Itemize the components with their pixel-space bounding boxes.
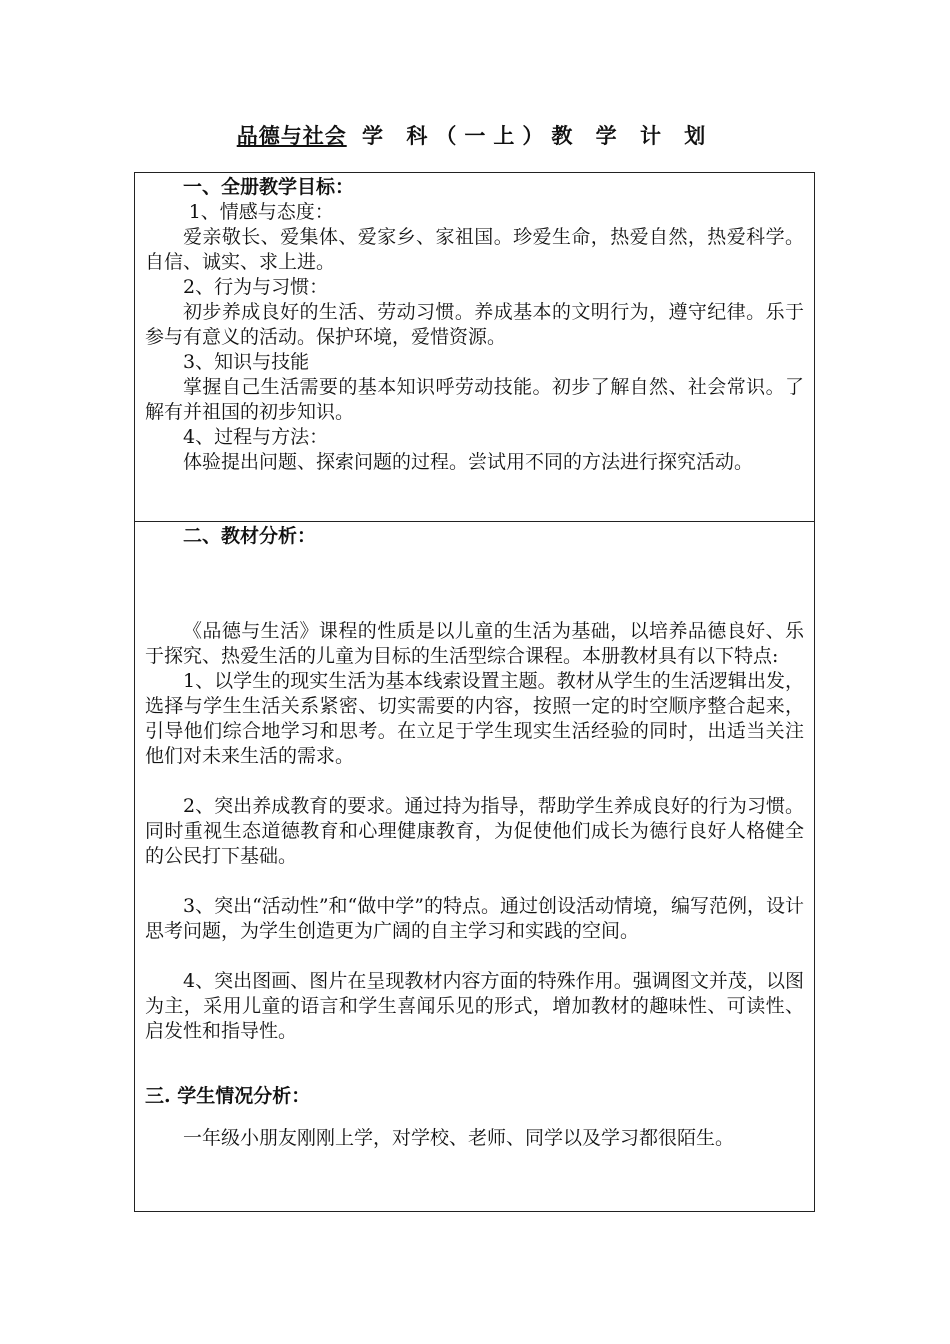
goal-2-label: 2、行为与习惯：: [183, 276, 329, 298]
goal-3-text: 掌握自己生活需要的基本知识呼劳动技能。初步了解自然、社会常识。了解有并祖国的初步知识。: [145, 376, 804, 423]
textbook-point-3: 3、突出“活动性”和“做中学”的特点。通过创设活动情境，编写范例，设计思考问题，为学生创造更为广阔的自主学习和实践的空间。: [145, 895, 804, 942]
goal-4-label: 4、过程与方法：: [183, 426, 329, 448]
student-analysis-heading: 三. 学生情况分析：: [145, 1085, 311, 1107]
textbook-point-1: 1、以学生的现实生活为基本线索设置主题。教材从学生的生活逻辑出发，选择与学生生活关系紧密、切实需要的内容，按照一定的时空顺序整合起来，引导他们综合地学习和思考。在立足于学生现实生活经验的同时，出适当关注他们对未来生活的需求。: [145, 670, 804, 767]
textbook-intro: 《品德与生活》课程的性质是以儿童的生活为基础，以培养品德良好、乐于探究、热爱生活的儿童为目标的生活型综合课程。本册教材具有以下特点:: [145, 620, 804, 667]
textbook-analysis-heading: 二、教材分析：: [183, 525, 317, 547]
goal-2-text: 初步养成良好的生活、劳动习惯。养成基本的文明行为，遵守纪律。乐于参与有意义的活动。保护环境，爱惜资源。: [145, 301, 804, 348]
student-analysis-text: 一年级小朋友刚刚上学，对学校、老师、同学以及学习都很陌生。: [183, 1127, 735, 1149]
analysis-cell: [135, 522, 814, 1211]
document-title: [0, 120, 950, 150]
textbook-point-2: 2、突出养成教育的要求。通过持为指导，帮助学生养成良好的行为习惯。同时重视生态道德教育和心理健康教育，为促使他们成长为德行良好人格健全的公民打下基础。: [145, 795, 804, 867]
goals-heading: 一、全册教学目标：: [183, 176, 355, 198]
plan-table: [134, 172, 815, 1212]
title-subject: 品德与社会: [236, 123, 347, 148]
goal-1-label: 1、情感与态度：: [188, 201, 334, 223]
goal-1-text: 爱亲敬长、爱集体、爱家乡、家祖国。珍爱生命，热爱自然，热爱科学。自信、诚实、求上进。: [145, 226, 804, 273]
goal-4-text: 体验提出问题、探索问题的过程。尝试用不同的方法进行探究活动。: [183, 451, 754, 473]
title-rest: 学 科（一上）教 学 计 划: [346, 123, 714, 148]
textbook-point-4: 4、突出图画、图片在呈现教材内容方面的特殊作用。强调图文并茂，以图为主，采用儿童的语言和学生喜闻乐见的形式，增加教材的趣味性、可读性、启发性和指导性。: [145, 970, 804, 1042]
teaching-goals-cell: [135, 173, 814, 522]
goal-3-label: 3、知识与技能: [183, 351, 310, 373]
